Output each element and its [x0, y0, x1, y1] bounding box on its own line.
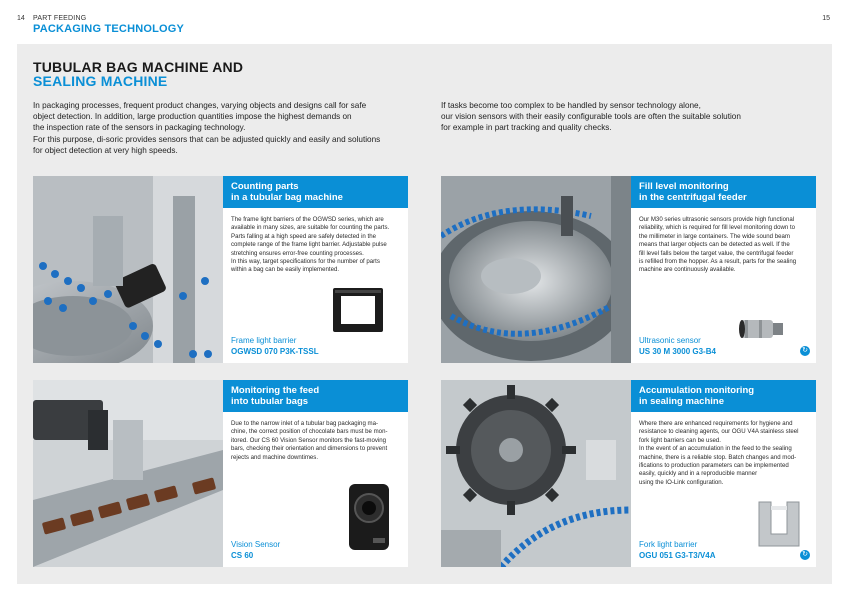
body-line: easily, quickly and in a reproducible manner — [639, 470, 758, 478]
body-line: complete range of the frame light barrier. Adjustable pulse — [231, 241, 387, 249]
refresh-icon: ↻ — [800, 346, 810, 356]
body-line: Due to the narrow inlet of a tubular bag packaging ma- — [231, 420, 379, 427]
intro-line: the inspection rate of the sensors in packaging technology. — [33, 123, 246, 133]
page-number-right: 15 — [822, 15, 830, 22]
card-title-line2: in a tubular bag machine — [231, 192, 343, 203]
intro-line: our vision sensors with their easily configurable tools are often the suitable solution — [441, 112, 741, 122]
card-text — [223, 176, 408, 363]
product-label: Frame light barrier — [231, 336, 297, 345]
product-name: CS 60 — [231, 551, 254, 560]
refresh-icon: ↻ — [800, 550, 810, 560]
card-text — [223, 380, 408, 567]
card-title-line2: in sealing machine — [639, 396, 724, 407]
body-line: machine, there is a reliable stop. Batch changes and mod- — [639, 453, 797, 461]
card-title-banner — [223, 176, 408, 208]
card-text — [631, 380, 816, 567]
body-line: chine, the correct position of chocolate bars must be mon- — [231, 428, 388, 436]
card-accumulation — [441, 380, 816, 567]
intro-left — [33, 100, 413, 156]
product-label: Fork light barrier — [639, 540, 698, 549]
card-title-banner — [223, 380, 408, 412]
machine-photo — [33, 380, 223, 567]
body-line: rejects and machine downtimes. — [231, 453, 319, 461]
card-title-banner — [631, 176, 816, 208]
machine-photo — [441, 176, 631, 363]
page-heading-line1: TUBULAR BAG MACHINE AND — [33, 59, 244, 75]
card-title-line1: Fill level monitoring — [639, 181, 729, 192]
intro-line: for example in part tracking and quality checks. — [441, 123, 612, 133]
body-line: In the event of an accumulation in the feed to the sealing — [639, 445, 792, 453]
frame-light-barrier-image — [331, 284, 387, 341]
page-heading-line2: SEALING MACHINE — [33, 73, 168, 89]
body-line: the millimeter in large containers. The wide sound beam — [639, 232, 790, 240]
body-line: Our M30 series ultrasonic sensors provide high functional — [639, 216, 795, 223]
body-line: machine are continuously available. — [639, 266, 736, 274]
ultrasonic-sensor-image — [739, 316, 785, 347]
card-text — [631, 176, 816, 363]
intro-line: for object detection at very high speeds. — [33, 145, 178, 155]
card-title-line1: Monitoring the feed — [231, 385, 320, 396]
intro-line: If tasks become too complex to be handled by sensor technology alone, — [441, 101, 701, 110]
card-counting-parts — [33, 176, 408, 363]
body-line: In this way, target specifications for the number of parts — [231, 258, 380, 266]
fork-light-barrier-image — [755, 498, 803, 555]
card-title-line2: into tubular bags — [231, 396, 309, 407]
body-line: fork light barriers can be used. — [639, 436, 721, 444]
card-fill-level — [441, 176, 816, 363]
card-body — [639, 420, 811, 487]
body-line: ifications to production parameters can be implemented — [639, 462, 789, 470]
section-label: PART FEEDING — [33, 15, 87, 22]
intro-line: For this purpose, di-soric provides sensors that can be adjusted quickly and easily and solutions — [33, 134, 381, 144]
body-line: bars, checking their orientation and dimensions to prevent — [231, 445, 388, 453]
card-body — [231, 420, 403, 462]
intro-right — [441, 100, 821, 134]
intro-line: object detection. In addition, large production quantities impose the highest demands on — [33, 112, 352, 122]
card-title-line1: Accumulation monitoring — [639, 385, 755, 396]
body-line: reliability, which is required for fill level monitoring down to — [639, 224, 796, 232]
product-name: OGU 051 G3-T3/V4A — [639, 551, 716, 560]
body-line: resistance to cleaning agents, our OGU V4A stainless steel — [639, 428, 799, 436]
vision-sensor-image — [343, 478, 395, 563]
card-title-line2: in the centrifugal feeder — [639, 192, 747, 203]
machine-photo — [33, 176, 223, 363]
page-number-left: 14 — [17, 15, 25, 22]
body-line: available in many sizes, are suitable for counting the parts. — [231, 224, 390, 232]
body-line: fill level falls below the target value, the centrifugal feeder — [639, 249, 794, 257]
intro-line: In packaging processes, frequent product changes, varying objects and designs call for safe — [33, 101, 367, 110]
card-body — [639, 216, 811, 275]
body-line: means that larger objects can be detected as well. If the — [639, 241, 790, 249]
machine-photo — [441, 380, 631, 567]
section-title: PACKAGING TECHNOLOGY — [33, 23, 185, 35]
product-name: OGWSD 070 P3K-TSSL — [231, 347, 319, 356]
body-line: within a bag can be easily implemented. — [231, 266, 340, 274]
card-title-banner — [631, 380, 816, 412]
card-monitoring-feed — [33, 380, 408, 567]
product-label: Vision Sensor — [231, 540, 281, 549]
card-body — [231, 216, 403, 275]
product-label: Ultrasonic sensor — [639, 336, 701, 345]
body-line: stretching ensures error-free counting processes. — [231, 249, 364, 257]
body-line: itored. Our CS 60 Vision Sensor monitors the fast-moving — [231, 436, 387, 444]
body-line: using the IO-Link configuration. — [639, 478, 724, 486]
body-line: The frame light barriers of the OGWSD series, which are — [231, 216, 384, 223]
body-line: Parts falling at a high speed are safely detected in the — [231, 232, 376, 240]
body-line: Where there are enhanced requirements for hygiene and — [639, 420, 793, 427]
card-title-line1: Counting parts — [231, 181, 299, 192]
body-line: is refilled from the hopper. As a result, parts for the sealing — [639, 258, 797, 266]
product-name: US 30 M 3000 G3-B4 — [639, 347, 716, 356]
